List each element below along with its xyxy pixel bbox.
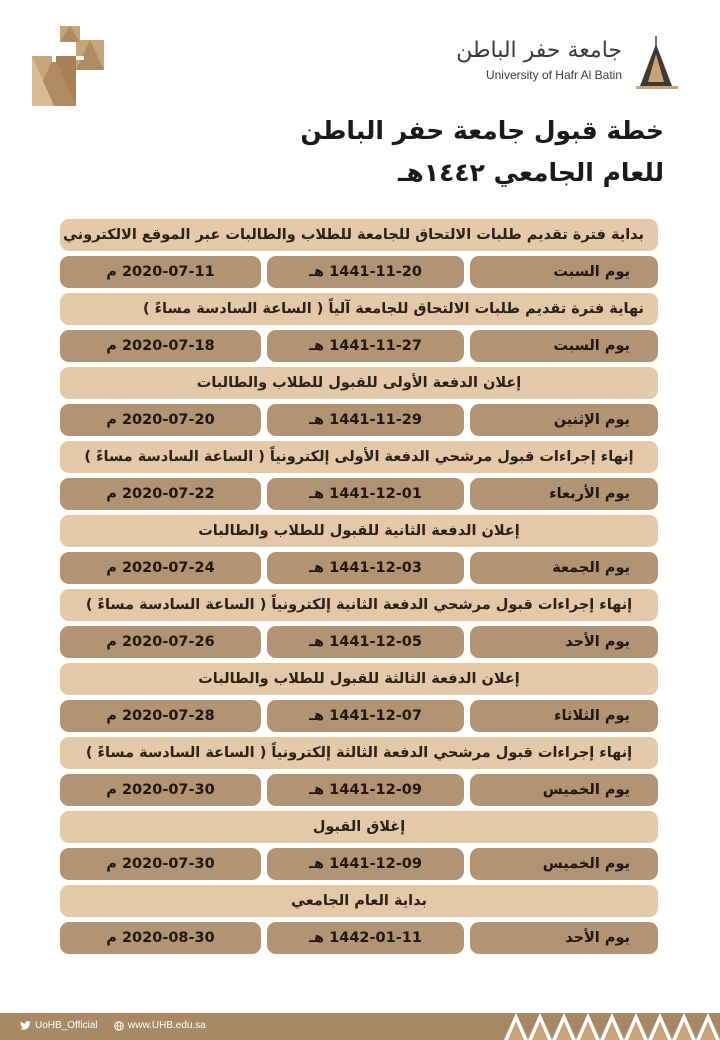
day-cell: يوم الخميس	[470, 848, 658, 880]
hijri-date-cell: 1441-12-09 هـ	[267, 848, 464, 880]
day-cell: يوم السبت	[470, 256, 658, 288]
date-row	[60, 626, 658, 658]
gregorian-date-cell: 2020-08-30 م	[60, 922, 261, 954]
gregorian-date-cell: 2020-07-11 م	[60, 256, 261, 288]
university-name-en: University of Hafr Al Batin	[485, 68, 622, 82]
university-logo	[444, 36, 680, 92]
page-title	[300, 110, 664, 194]
event-row: إنهاء إجراءات قبول مرشحي الدفعة الثالثة إلكترونياً ( الساعة السادسة مساءً )	[60, 737, 658, 769]
twitter-handle: UoHB_Official	[35, 1020, 98, 1031]
university-emblem-icon	[634, 36, 680, 90]
event-row: بداية فترة تقديم طلبات الالتحاق للجامعة للطلاب والطالبات عبر الموقع الالكتروني	[60, 219, 658, 251]
event-row: إعلان الدفعة الثالثة للقبول للطلاب والطالبات	[60, 663, 658, 695]
gregorian-date-cell: 2020-07-28 م	[60, 700, 261, 732]
date-row	[60, 256, 658, 288]
hijri-date-cell: 1441-12-07 هـ	[267, 700, 464, 732]
twitter-icon	[20, 1021, 31, 1030]
gregorian-date-cell: 2020-07-18 م	[60, 330, 261, 362]
title-line-1: خطة قبول جامعة حفر الباطن	[300, 116, 664, 145]
event-row: إنهاء إجراءات قبول مرشحي الدفعة الثانية إلكترونياً ( الساعة السادسة مساءً )	[60, 589, 658, 621]
day-cell: يوم السبت	[470, 330, 658, 362]
day-cell: يوم الأربعاء	[470, 478, 658, 510]
twitter-link[interactable]	[20, 1020, 98, 1031]
date-row	[60, 922, 658, 954]
gregorian-date-cell: 2020-07-30 م	[60, 774, 261, 806]
date-row	[60, 774, 658, 806]
event-row: إنهاء إجراءات قبول مرشحي الدفعة الأولى إلكترونياً ( الساعة السادسة مساءً )	[60, 441, 658, 473]
event-row: نهاية فترة تقديم طلبات الالتحاق للجامعة آلياً ( الساعة السادسة مساءً )	[60, 293, 658, 325]
gregorian-date-cell: 2020-07-20 م	[60, 404, 261, 436]
gregorian-date-cell: 2020-07-30 م	[60, 848, 261, 880]
date-row	[60, 848, 658, 880]
hijri-date-cell: 1441-12-01 هـ	[267, 478, 464, 510]
day-cell: يوم الجمعة	[470, 552, 658, 584]
date-row	[60, 478, 658, 510]
event-row: إعلان الدفعة الثانية للقبول للطلاب والطالبات	[60, 515, 658, 547]
gregorian-date-cell: 2020-07-26 م	[60, 626, 261, 658]
date-row	[60, 404, 658, 436]
title-line-2: للعام الجامعي ١٤٤٢هـ	[397, 158, 664, 187]
footer-bar	[0, 1013, 720, 1040]
gregorian-date-cell: 2020-07-24 م	[60, 552, 261, 584]
hijri-date-cell: 1441-11-27 هـ	[267, 330, 464, 362]
day-cell: يوم الأحد	[470, 626, 658, 658]
globe-icon	[114, 1021, 124, 1031]
day-cell: يوم الإثنين	[470, 404, 658, 436]
corner-pattern-graphic	[32, 26, 104, 106]
event-row: بداية العام الجامعي	[60, 885, 658, 917]
day-cell: يوم الثلاثاء	[470, 700, 658, 732]
hijri-date-cell: 1441-11-20 هـ	[267, 256, 464, 288]
event-row: إغلاق القبول	[60, 811, 658, 843]
hijri-date-cell: 1442-01-11 هـ	[267, 922, 464, 954]
hijri-date-cell: 1441-12-09 هـ	[267, 774, 464, 806]
footer-pattern-graphic	[504, 1013, 720, 1040]
event-row: إعلان الدفعة الأولى للقبول للطلاب والطالبات	[60, 367, 658, 399]
date-row	[60, 552, 658, 584]
gregorian-date-cell: 2020-07-22 م	[60, 478, 261, 510]
admission-plan-table	[60, 219, 658, 959]
university-name-ar: جامعة حفر الباطن	[456, 38, 622, 63]
hijri-date-cell: 1441-12-05 هـ	[267, 626, 464, 658]
website-link[interactable]	[114, 1020, 206, 1031]
website-url: www.UHB.edu.sa	[128, 1020, 206, 1031]
date-row	[60, 700, 658, 732]
day-cell: يوم الأحد	[470, 922, 658, 954]
hijri-date-cell: 1441-11-29 هـ	[267, 404, 464, 436]
hijri-date-cell: 1441-12-03 هـ	[267, 552, 464, 584]
day-cell: يوم الخميس	[470, 774, 658, 806]
date-row	[60, 330, 658, 362]
